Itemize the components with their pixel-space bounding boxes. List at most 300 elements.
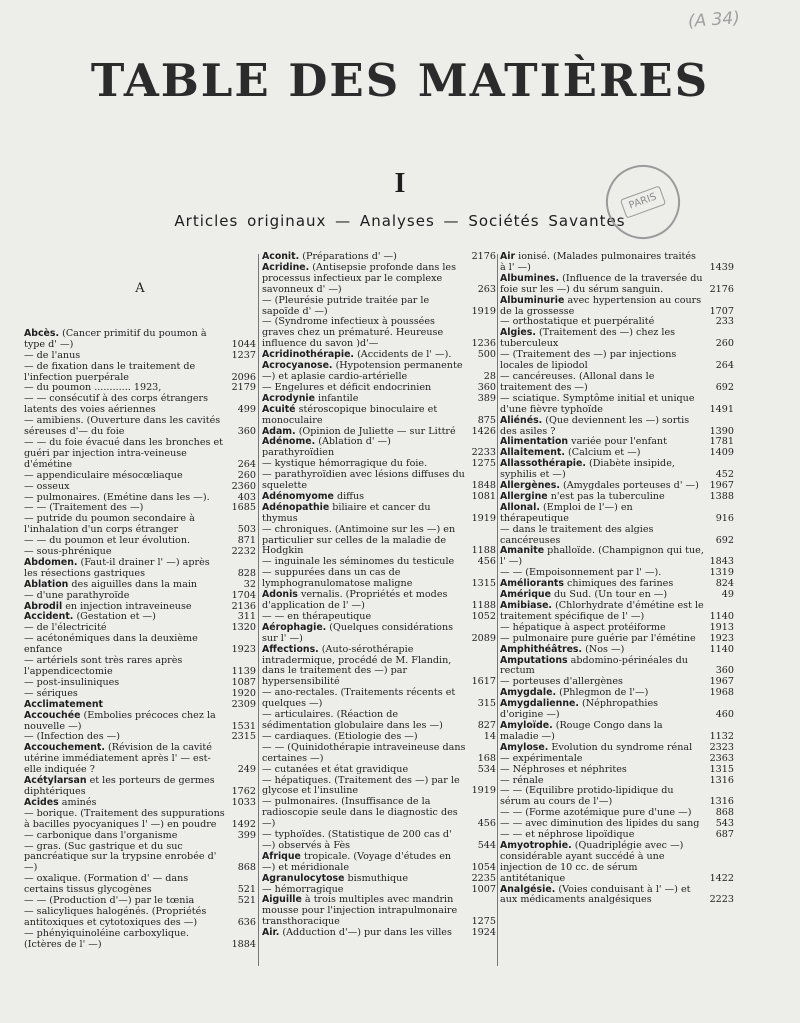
index-entry: [262, 623, 496, 645]
index-entry: [24, 842, 256, 875]
page-number: 687: [706, 830, 734, 841]
page-number: 1316: [706, 797, 734, 808]
page-number: 1919: [468, 514, 496, 525]
index-entry: [262, 928, 496, 939]
page-number: 499: [228, 405, 256, 416]
entry-text: — typhoïdes. (Statistique de 200 cas d' —) observés à Fès: [262, 829, 452, 851]
entry-text: — sciatique. Symptôme initial et unique d'une fièvre typhoïde: [500, 392, 695, 415]
entry-text: — expérimentale: [500, 752, 583, 764]
page-number: 1968: [706, 688, 734, 699]
entry-text: (Traitement des —) chez les tuberculeux: [500, 327, 676, 350]
page-number: 2096: [228, 373, 256, 384]
page-number: 1685: [228, 503, 256, 514]
page-number: 2309: [228, 700, 256, 711]
index-entry: [262, 830, 496, 852]
page-number: 32: [228, 580, 256, 591]
page-number: 1316: [706, 776, 734, 787]
page-number: 1617: [468, 677, 496, 688]
entry-headword: Adénome.: [262, 436, 316, 448]
entry-text: — acétonémiques dans la deuxième enfance: [24, 633, 198, 656]
page-number: 2223: [706, 895, 734, 906]
index-entry: [24, 656, 256, 678]
entry-text: — dans le traitement des algies cancéreuses: [500, 523, 654, 546]
entry-text: — de l'anus: [24, 349, 81, 361]
entry-text: Evolution du syndrome rénal: [551, 741, 693, 753]
index-entry: [24, 558, 256, 580]
index-entry: [24, 329, 256, 351]
entry-text: — Néphroses et néphrites: [500, 763, 627, 775]
page-number: 2323: [706, 743, 734, 754]
entry-text: (Emploi de l'—) en thérapeutique: [500, 501, 633, 524]
index-entry: [500, 328, 734, 350]
entry-headword: Acides: [24, 796, 59, 808]
entry-text: (Auto-sérothérapie intradermique, procédé de M. Flandin, dans le traitement des —) par hypersensibilité: [262, 643, 452, 688]
index-entry: [24, 929, 256, 951]
page-number: 1919: [468, 786, 496, 797]
index-entry: [262, 645, 496, 689]
index-entry: [500, 601, 734, 623]
entry-text: stéroscopique binoculaire et monoculaire: [262, 403, 438, 426]
index-entry: [24, 416, 256, 438]
index-entry: [262, 437, 496, 459]
page-number: 543: [706, 819, 734, 830]
index-entry: [500, 721, 734, 743]
entry-headword: Aconit.: [262, 251, 300, 262]
entry-text: chimiques des farines: [567, 578, 674, 590]
page-number: 1409: [706, 448, 734, 459]
entry-text: vernalis. (Propriétés et modes d'application de l' —): [262, 589, 448, 611]
entry-text: — ano-rectales. (Traitements récents et quelques —): [262, 687, 456, 710]
entry-text: — — (Quinidothérapie intraveineuse dans certaines —): [262, 741, 466, 764]
entry-text: — osseux: [24, 480, 70, 492]
index-entry: [500, 350, 734, 372]
entry-headword: Affections.: [262, 643, 319, 655]
entry-headword: Abrodil: [24, 600, 63, 612]
stamp-label: PARIS: [620, 185, 666, 218]
entry-text: — — du poumon et leur évolution.: [24, 535, 191, 547]
entry-text: — — et néphrose lipoïdique: [500, 829, 635, 841]
page-number: 1139: [228, 667, 256, 678]
index-entry: [262, 743, 496, 765]
entry-text: — parathyroïdien avec lésions diffuses du squelette: [262, 469, 465, 492]
page-number: 360: [468, 383, 496, 394]
page-number: 916: [706, 514, 734, 525]
page-number: 824: [706, 579, 734, 590]
page-number: 1919: [468, 307, 496, 318]
entry-text: (Chlorhydrate d'émétine est le traitement spécifique de l' —): [500, 600, 704, 622]
entry-text: (Opinion de Juliette — sur Littré: [298, 425, 456, 437]
page-number: 521: [228, 885, 256, 896]
index-entry: [24, 907, 256, 929]
page-number: 692: [706, 536, 734, 547]
page-number: 1320: [228, 623, 256, 634]
page-number: 2176: [706, 285, 734, 296]
index-entry: [24, 394, 256, 416]
page-number: 264: [706, 361, 734, 372]
page-number: 1132: [706, 732, 734, 743]
page-number: 1492: [228, 820, 256, 831]
index-entry: [24, 634, 256, 656]
index-entry: [262, 263, 496, 296]
page-number: 636: [228, 918, 256, 929]
entry-text: et les porteurs de germes diphtériques: [24, 775, 215, 797]
page-number: 311: [228, 612, 256, 623]
index-entry: [262, 470, 496, 492]
entry-text: (Quelques considérations sur l' —): [262, 621, 454, 644]
entry-text: — hépatiques. (Traitement des —) par le glycose et l'insuline: [262, 774, 460, 797]
page-number: 1087: [228, 678, 256, 689]
entry-text: diffus: [336, 490, 365, 502]
entry-headword: Accouchement.: [24, 742, 105, 754]
entry-text: — cardiaques. (Etiologie des —): [262, 730, 418, 742]
page-number: 1884: [228, 940, 256, 951]
index-entry: [262, 852, 496, 874]
entry-text: — salicyliques halogénés. (Propriétés antitoxiques et cytotoxiques des —): [24, 905, 207, 928]
entry-text: — pulmonaires. (Emétine dans les —).: [24, 491, 210, 503]
index-column-2: [262, 252, 496, 939]
entry-text: (Que deviennent les —) sortis des asiles ?: [500, 414, 690, 437]
page-number: 28: [468, 372, 496, 383]
entry-text: (Amygdales porteuses d' —): [562, 480, 699, 492]
column-divider: [258, 254, 259, 966]
index-entry: [24, 514, 256, 536]
column-divider: [497, 254, 498, 966]
entry-text: — — (Empoisonnement par l' —).: [500, 567, 662, 579]
index-entry: [500, 296, 734, 318]
index-entry: [24, 776, 256, 798]
entry-headword: Amyloïde.: [500, 719, 553, 731]
page-number: 263: [468, 285, 496, 296]
page-number: 1188: [468, 546, 496, 557]
entry-headword: Acridine.: [262, 261, 310, 273]
page-number: 1319: [706, 568, 734, 579]
entry-headword: Acridinothérapie.: [262, 349, 354, 361]
page-number: 1913: [706, 623, 734, 634]
entry-headword: Algies.: [500, 327, 536, 339]
entry-text: — artériels sont très rares après l'appendicectomie: [24, 655, 183, 677]
page-number: 1188: [468, 601, 496, 612]
entry-headword: Amyotrophie.: [500, 839, 572, 851]
index-entry: [262, 568, 496, 590]
entry-text: — sériques: [24, 687, 78, 699]
page-number: 1236: [468, 339, 496, 350]
entry-text: (Cancer primitif du poumon à type d' —): [24, 327, 207, 350]
page-number: 389: [468, 394, 496, 405]
page-number: 1007: [468, 885, 496, 896]
page-number: 2235: [468, 874, 496, 885]
entry-text: — pulmonaires. (Insuffisance de la radioscopie seule dans le diagnostic des —): [262, 796, 458, 830]
page-number: 692: [706, 383, 734, 394]
entry-headword: Adénopathie: [262, 501, 330, 513]
entry-text: — Engelures et déficit endocrinien: [262, 381, 432, 393]
page-number: 1275: [468, 459, 496, 470]
entry-text: — gras. (Suc gastrique et du suc pancréatique sur la trypsine enrobée d' —): [24, 840, 217, 874]
entry-headword: Aliénés.: [500, 414, 543, 426]
entry-headword: Adam.: [262, 425, 296, 437]
entry-text: — kystique hémorragique du foie.: [262, 458, 428, 470]
entry-text: — suppurées dans un cas de lymphogranulomatose maligne: [262, 567, 413, 590]
page-number: 1315: [468, 579, 496, 590]
page-number: 1052: [468, 612, 496, 623]
entry-text: — articulaires. (Réaction de sédimentation globulaire dans les —): [262, 709, 443, 731]
section-letter: A: [135, 281, 145, 296]
entry-headword: Aiguille: [262, 894, 302, 906]
page-number: 1439: [706, 263, 734, 274]
entry-headword: Accouchée: [24, 709, 81, 721]
index-entry: [262, 317, 496, 350]
entry-text: — — (Traitement des —): [24, 502, 144, 514]
index-entry: [500, 525, 734, 547]
entry-text: — cutanées et état gravidique: [262, 763, 409, 775]
index-entry: [262, 895, 496, 928]
index-entry: [262, 405, 496, 427]
page-number: 360: [706, 666, 734, 677]
entry-text: ionisé. (Malades pulmonaires traités à l' —): [500, 251, 696, 273]
entry-text: — de fixation dans le traitement de l'infection puerpérale: [24, 360, 196, 383]
entry-text: tropicale. (Voyage d'études en —) et méridionale: [262, 850, 452, 873]
entry-text: (Préparations d' —): [302, 251, 397, 262]
entry-text: (Révision de la cavité utérine immédiatement après l' — est-elle indiquée ?: [24, 742, 212, 776]
entry-headword: Alimentation: [500, 436, 569, 448]
index-entry: [262, 503, 496, 525]
page-number: 315: [468, 699, 496, 710]
page-number: 260: [228, 471, 256, 482]
entry-text: — (Infection des —): [24, 731, 121, 743]
entry-text: avec hypertension au cours de la grossesse: [500, 294, 702, 317]
page-number: 1140: [706, 612, 734, 623]
entry-text: — — du foie évacué dans les bronches et guéri par injection intra-veineuse d'émétine: [24, 436, 224, 470]
index-entry: [500, 841, 734, 885]
page-number: 1315: [706, 765, 734, 776]
page-number: 500: [468, 350, 496, 361]
page-number: 1704: [228, 591, 256, 602]
entry-text: — appendiculaire mésocœliaque: [24, 469, 183, 481]
page-number: 460: [706, 710, 734, 721]
entry-headword: Air: [500, 251, 516, 262]
entry-headword: Afrique: [262, 850, 301, 862]
entry-text: infantile: [318, 392, 359, 404]
entry-text: — sous-phrénique: [24, 546, 112, 558]
entry-text: des aiguilles dans la main: [71, 578, 198, 590]
entry-text: (Calcium et —): [567, 447, 641, 459]
page-number: 2179: [228, 383, 256, 394]
entry-text: — post-insuliniques: [24, 676, 120, 688]
index-entry: [500, 786, 734, 808]
entry-text: — de l'électricité: [24, 622, 107, 634]
entry-text: (Phlegmon de l'—): [559, 687, 649, 699]
entry-headword: Adonis: [262, 589, 298, 601]
page-number: 49: [706, 590, 734, 601]
page-number: 1422: [706, 874, 734, 885]
page-number: 1237: [228, 351, 256, 362]
entry-text: (Voies conduisant à l' —) et aux médicaments analgésiques: [500, 883, 691, 906]
entry-text: — — (Production d'—) par le tœnia: [24, 895, 195, 907]
page-number: 1707: [706, 307, 734, 318]
index-entry: [24, 809, 256, 831]
entry-headword: Amygdale.: [500, 687, 557, 699]
index-entry: [262, 525, 496, 558]
page-number: 827: [468, 721, 496, 732]
index-entry: [500, 394, 734, 416]
index-entry: [262, 710, 496, 732]
page-number: 1843: [706, 557, 734, 568]
page-number: 1044: [228, 340, 256, 351]
entry-text: aminés: [61, 796, 97, 808]
entry-text: — orthostatique et puerpéralité: [500, 316, 655, 328]
entry-headword: Améliorants: [500, 578, 564, 590]
entry-text: — (Traitement des —) par injections locales de lipiodol: [500, 349, 677, 372]
entry-text: — hépatique à aspect protéiforme: [500, 621, 666, 633]
page-number: 2176: [468, 252, 496, 263]
entry-headword: Amygdalienne.: [500, 698, 579, 710]
page-number: 1923: [228, 645, 256, 656]
entry-text: phalloïde. (Champignon qui tue, l' —): [500, 545, 704, 568]
index-entry: [262, 797, 496, 830]
index-column-1: [24, 252, 256, 951]
index-entry: [500, 416, 734, 438]
entry-text: — — (Forme azotémique pure d'une —): [500, 807, 692, 819]
page-number: 1781: [706, 437, 734, 448]
index-entry: [24, 362, 256, 384]
index-entry: [24, 743, 256, 776]
index-column-3: [500, 252, 734, 906]
index-entry: [24, 438, 256, 471]
page-number: 1390: [706, 427, 734, 438]
entry-text: — cancéreuses. (Allonal dans le traitement des —): [500, 370, 655, 393]
page-number: 168: [468, 754, 496, 765]
entry-text: — (Pleurésie putride traitée par le sapoïde d' —): [262, 294, 430, 317]
page-number: 264: [228, 460, 256, 471]
page-number: 1081: [468, 492, 496, 503]
page-number: 868: [706, 808, 734, 819]
page-number: 14: [468, 732, 496, 743]
entry-text: — — avec diminution des lipides du sang: [500, 818, 700, 830]
entry-headword: Abcès.: [24, 327, 60, 339]
page-number: 249: [228, 765, 256, 776]
entry-text: n'est pas la tuberculine: [550, 490, 665, 502]
entry-headword: Abdomen.: [24, 556, 78, 568]
index-entry: [500, 699, 734, 721]
page-number: 2136: [228, 602, 256, 613]
page-number: 260: [706, 339, 734, 350]
page-number: 456: [468, 557, 496, 568]
index-entry: [24, 711, 256, 733]
entry-text: (Hypotension permanente —) et aplasie cardio-artérielle: [262, 360, 463, 382]
entry-headword: Amibiase.: [500, 600, 552, 611]
page-number: 2089: [468, 634, 496, 645]
entry-text: — oxalique. (Formation d' — dans certains tissus glycogènes: [24, 873, 189, 896]
entry-headword: Allergine: [500, 490, 548, 502]
section-subtitle: Articles originaux — Analyses — Sociétés Savantes: [174, 212, 626, 230]
index-entry: [262, 590, 496, 612]
entry-headword: Acclimatement: [24, 698, 104, 710]
entry-headword: Allaitement.: [500, 447, 565, 459]
index-entry: [262, 296, 496, 318]
entry-text: — borique. (Traitement des suppurations à bacilles pyocyaniques l' —) en poudre: [24, 807, 225, 830]
entry-text: en injection intraveineuse: [65, 600, 192, 612]
page-number: 1531: [228, 722, 256, 733]
page-number: 503: [228, 525, 256, 536]
page-number: 1140: [706, 645, 734, 656]
page-number: 1967: [706, 677, 734, 688]
page-number: 1848: [468, 481, 496, 492]
entry-headword: Allassothérapie.: [500, 458, 586, 470]
entry-text: à trois multiples avec mandrin mousse pour l'injection intrapulmonaire transthoracique: [262, 894, 458, 928]
page-number: 1924: [468, 928, 496, 939]
index-entry: [500, 656, 734, 678]
entry-text: — du poumon ............ 1923,: [24, 382, 162, 394]
entry-headword: Amphithéâtres.: [500, 643, 583, 655]
page-number: 2232: [228, 547, 256, 558]
entry-text: — hémorragique: [262, 883, 344, 895]
page-number: 871: [228, 536, 256, 547]
page-number: 360: [228, 427, 256, 438]
page-number: 452: [706, 470, 734, 481]
page-number: 1762: [228, 787, 256, 798]
entry-headword: Ablation: [24, 578, 69, 590]
page-number: 403: [228, 493, 256, 504]
page-number: 1275: [468, 917, 496, 928]
entry-text: variée pour l'enfant: [571, 436, 667, 448]
index-entry: [500, 372, 734, 394]
entry-text: — inguinale les séminomes du testicule: [262, 556, 455, 568]
page-number: 399: [228, 831, 256, 842]
page-number: 2315: [228, 732, 256, 743]
entry-text: — putride du poumon secondaire à l'inhalation d'un corps étranger: [24, 513, 195, 536]
entry-headword: Allergènes.: [500, 480, 560, 492]
entry-text: — chroniques. (Antimoine sur les —) en particulier sur celles de la maladie de Hodgkin: [262, 523, 456, 557]
section-number: I: [394, 168, 406, 199]
entry-text: — amibiens. (Ouverture dans les cavités séreuses d'— du foie: [24, 415, 221, 438]
entry-headword: Amanite: [500, 545, 545, 557]
entry-text: abdomino-périnéales du rectum: [500, 654, 688, 677]
entry-headword: Acrodynie: [262, 392, 315, 404]
entry-text: (Rouge Congo dans la maladie —): [500, 719, 663, 742]
entry-text: biliaire et cancer du thymus: [262, 501, 431, 524]
handwritten-note: (A 34): [687, 8, 741, 32]
entry-text: (Néphropathies d'origine —): [500, 698, 659, 721]
page-number: 544: [468, 841, 496, 852]
entry-text: — rénale: [500, 774, 544, 786]
entry-text: (Gestation et —): [76, 611, 156, 623]
entry-headword: Acétylarsan: [24, 775, 87, 787]
index-entry: [500, 546, 734, 568]
entry-headword: Adénomyome: [262, 490, 334, 502]
entry-text: bismuthique: [347, 872, 409, 884]
entry-text: (Accidents de l' —).: [357, 349, 452, 361]
index-entry: [24, 874, 256, 896]
index-entry: [500, 252, 734, 274]
entry-text: — (Syndrome infectieux à poussées graves chez un prématuré. Heureuse influence du savon )d'—: [262, 316, 444, 350]
entry-text: — — (Equilibre protido-lipidique du sérum au cours de l'—): [500, 785, 674, 808]
index-entry: [500, 274, 734, 296]
entry-text: (Antisepsie profonde dans les processus infectieux par le complexe savonneux d' —): [262, 261, 457, 295]
index-entry: [500, 503, 734, 525]
entry-headword: Aérophagie.: [262, 621, 327, 633]
index-entry: [262, 776, 496, 798]
entry-text: du Sud. (Un tour en —): [554, 589, 668, 601]
page-number: 534: [468, 765, 496, 776]
page-number: 233: [706, 317, 734, 328]
entry-text: (Adduction d'—) pur dans les villes: [282, 927, 452, 939]
page-number: 521: [228, 896, 256, 907]
index-entry: [262, 688, 496, 710]
entry-text: — — consécutif à des corps étrangers latents des voies aériennes: [24, 393, 209, 416]
entry-headword: Accident.: [24, 611, 74, 623]
page-number: 2360: [228, 482, 256, 493]
entry-text: (Faut-il drainer l' —) après les résections gastriques: [24, 556, 210, 579]
entry-headword: Amputations: [500, 654, 568, 666]
